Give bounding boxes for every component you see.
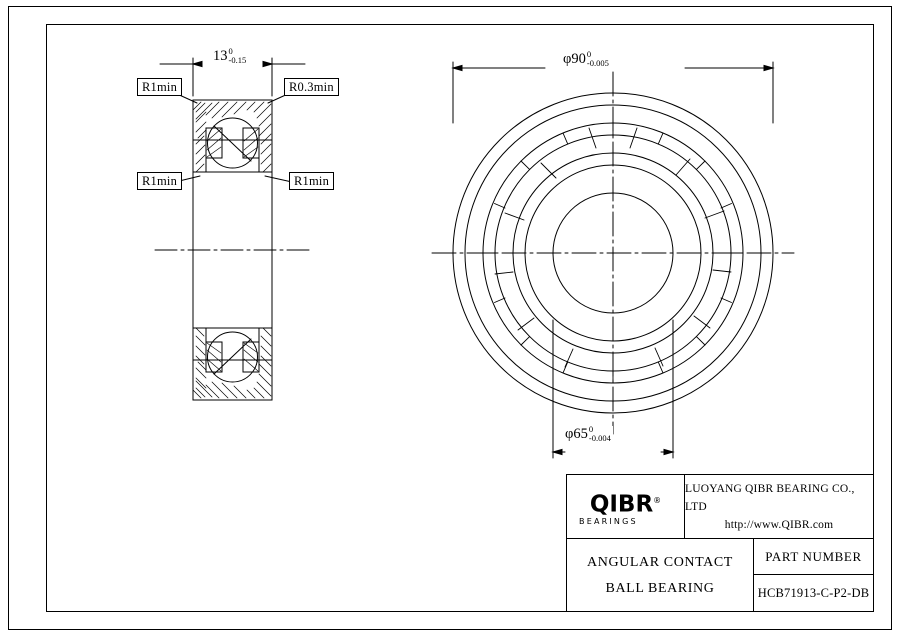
label-r1min-top-left: R1min — [137, 78, 182, 96]
logo-name: QIBR — [589, 491, 654, 518]
dim-id-nominal: 65 — [573, 426, 588, 443]
product-type-line1: ANGULAR CONTACT — [587, 554, 733, 570]
dim-od-lower: -0.005 — [586, 58, 609, 68]
dim-width-nominal: 13 — [213, 48, 228, 65]
label-r1min-mid-right: R1min — [289, 172, 334, 190]
title-block-body — [567, 539, 873, 612]
dim-od-symbol: φ — [563, 51, 572, 68]
company-info — [685, 475, 873, 538]
dim-width — [211, 48, 248, 66]
part-number-block — [754, 539, 873, 612]
title-block-header — [567, 475, 873, 539]
dim-width-lower: -0.15 — [228, 55, 247, 65]
registered-icon: ® — [653, 495, 662, 505]
dim-od-nominal: 90 — [571, 51, 586, 68]
dim-outer-diameter — [561, 51, 611, 69]
front-view — [432, 62, 794, 458]
label-r1min-mid-left: R1min — [137, 172, 182, 190]
dim-width-upper: 0 — [228, 46, 233, 56]
dim-od-upper: 0 — [586, 49, 592, 59]
logo-subtitle: BEARINGS — [579, 517, 638, 527]
dim-id-symbol: φ — [565, 426, 574, 443]
dim-inner-diameter — [563, 426, 613, 444]
company-name: LUOYANG QIBR BEARING CO., LTD — [685, 482, 855, 513]
product-type — [567, 539, 754, 612]
label-r03min-top-right: R0.3min — [284, 78, 339, 96]
brand-logo — [567, 475, 685, 538]
dim-id-lower: -0.004 — [588, 433, 611, 443]
part-number-value: HCB71913-C-P2-DB — [757, 586, 870, 600]
dim-id-upper: 0 — [588, 424, 594, 434]
company-website[interactable]: http://www.QIBR.com — [724, 518, 834, 531]
part-number-label: PART NUMBER — [754, 539, 873, 575]
title-block — [566, 474, 874, 612]
logo-text — [590, 489, 661, 517]
product-type-line2: BALL BEARING — [605, 580, 715, 596]
